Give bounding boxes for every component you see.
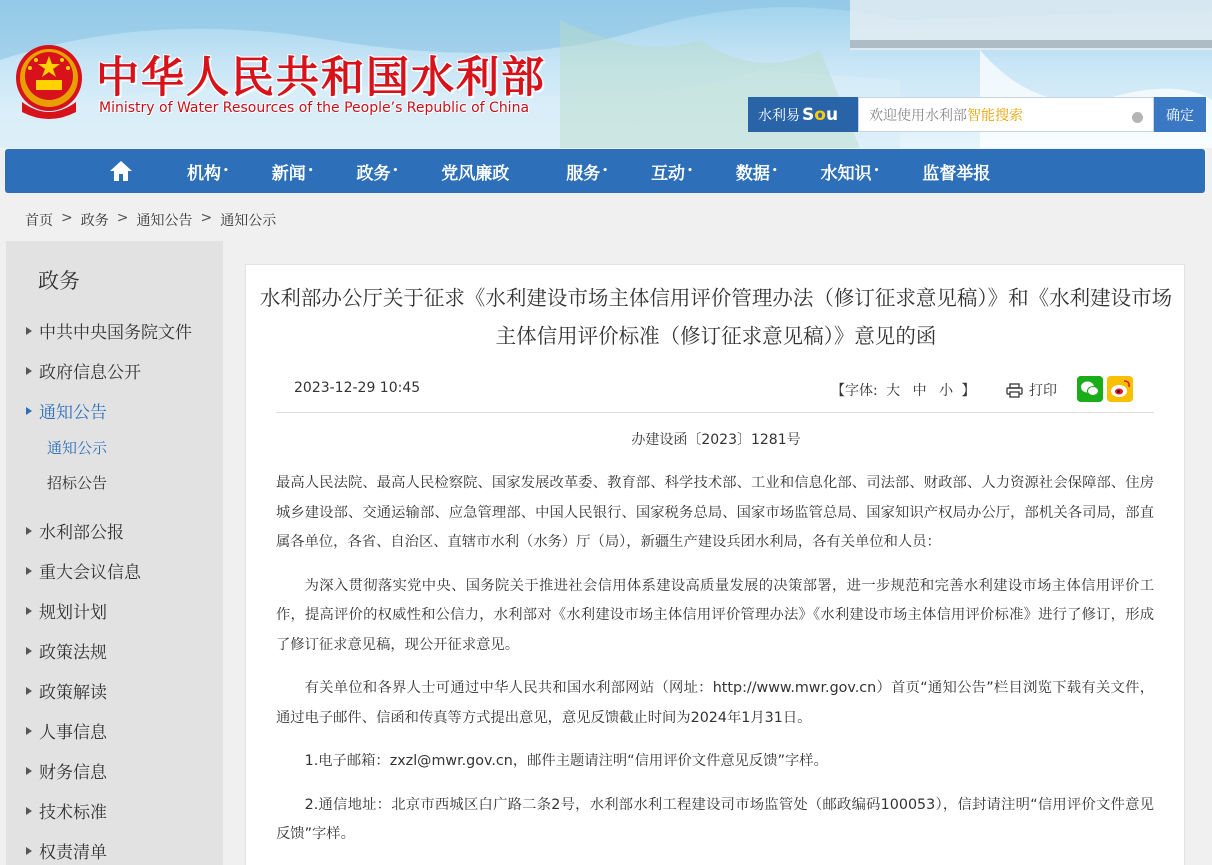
sidebar-item-label: 政府信息公开 <box>39 363 141 383</box>
sidebar-item-label: 规划计划 <box>39 603 107 623</box>
nav-item-hudong[interactable] <box>651 159 693 184</box>
dropdown-indicator-icon: • <box>602 165 609 176</box>
nav-item-fuwu[interactable] <box>566 159 608 184</box>
font-size-selector <box>831 380 976 400</box>
search-brand-sou <box>802 105 838 125</box>
sidebar-item[interactable] <box>26 358 141 383</box>
font-label: 【字体: <box>831 383 878 399</box>
brand-letter-o: o <box>814 104 826 125</box>
clear-icon[interactable] <box>1132 112 1143 123</box>
breadcrumb-separator: > <box>61 210 73 226</box>
caret-right-icon <box>26 847 32 855</box>
caret-right-icon <box>26 607 32 615</box>
nav-label: 互动 <box>651 163 686 184</box>
dropdown-indicator-icon: • <box>223 165 229 176</box>
site-header <box>0 0 1212 148</box>
sidebar-item-active[interactable] <box>26 398 107 423</box>
sidebar-item-label: 通知公告 <box>39 403 107 423</box>
nav-item-jiandu[interactable] <box>922 159 990 184</box>
site-title[interactable]: 中华人民共和国水利部 <box>96 53 546 103</box>
article-title: 水利部办公厅关于征求《水利建设市场主体信用评价管理办法（修订征求意见稿）》和《水利建设市场主体信用评价标准（修订征求意见稿）》意见的函 <box>259 286 1173 348</box>
home-icon <box>109 160 133 182</box>
dropdown-indicator-icon: • <box>771 165 778 176</box>
caret-right-icon <box>26 527 32 535</box>
sidebar-item-label: 政策解读 <box>39 683 107 703</box>
wechat-share-icon[interactable] <box>1077 376 1103 402</box>
nav-label: 服务 <box>566 163 601 184</box>
caret-right-icon <box>26 807 32 815</box>
article-paragraph: 2.通信地址：北京市西城区白广路二条2号，水利部水利工程建设司市场监管处（邮政编码100053），信封请注明“信用评价文件意见反馈”字样。 <box>276 796 1154 842</box>
search-placeholder-highlight: 智能搜索 <box>967 107 1023 124</box>
sidebar-item-label: 权责清单 <box>39 843 107 863</box>
breadcrumb-separator: > <box>116 210 129 226</box>
article-recipients: 最高人民法院、最高人民检察院、国家发展改革委、教育部、科学技术部、工业和信息化部、司法部、财政部、人力资源社会保障部、住房城乡建设部、交通运输部、应急管理部、中国人民银行、国家税务总局、国家市场监管总局、国家知识产权局办公厅，部机关各司局，部直属各单位，各省、自治区、直辖市水利（水务）厅（局），新疆生产建设兵团水利局，各有关单位和人员： <box>276 475 1154 550</box>
print-label: 打印 <box>1029 383 1057 399</box>
sidebar-item-label: 重大会议信息 <box>39 563 141 583</box>
article-paragraph: 为深入贯彻落实党中央、国务院关于推进社会信用体系建设高质量发展的决策部署，进一步规范和完善水利建设市场主体信用评价工作，提高评价的权威性和公信力，水利部对《水利建设市场主体信用评价管理办法》《水利建设市场主体信用评价标准》进行了修订，形成了修订征求意见稿，现公开征求意见。 <box>276 577 1154 653</box>
sidebar-item[interactable] <box>26 598 107 623</box>
search-placeholder-prefix: 欢迎使用水利部 <box>869 107 967 124</box>
sidebar-subitem-active[interactable]: 通知公示 <box>47 439 108 457</box>
nav-item-jigou[interactable] <box>187 159 229 184</box>
caret-right-icon <box>26 407 32 415</box>
sidebar <box>6 241 223 865</box>
breadcrumb-separator: > <box>200 210 213 226</box>
sidebar-item-label: 政策法规 <box>39 643 107 663</box>
nav-label: 机构 <box>187 163 221 184</box>
article <box>245 264 1185 865</box>
brand-letter-u: u <box>825 104 839 125</box>
sidebar-item[interactable] <box>26 758 107 783</box>
nav-item-zhengwu[interactable] <box>357 159 399 184</box>
nav-label: 新闻 <box>271 163 306 184</box>
sidebar-item[interactable] <box>26 798 107 823</box>
nav-item-xinwen[interactable] <box>272 159 314 184</box>
caret-right-icon <box>26 367 32 375</box>
font-size-large[interactable]: 大 <box>886 383 901 399</box>
sidebar-item[interactable] <box>26 318 192 343</box>
article-paragraph: 1.电子邮箱：zxzl@mwr.gov.cn，邮件主题请注明“信用评价文件意见反馈”字样。 <box>304 753 828 769</box>
nav-label: 党风廉政 <box>441 163 510 184</box>
breadcrumb-tongzhigongshi[interactable]: 通知公示 <box>220 213 277 229</box>
breadcrumb-tongzhigonggao[interactable]: 通知公告 <box>136 213 193 229</box>
search-brand-prefix: 水利易 <box>758 107 800 124</box>
nav-label: 水知识 <box>820 163 872 184</box>
sidebar-item[interactable] <box>26 558 141 583</box>
caret-right-icon <box>26 567 32 575</box>
nav-home[interactable] <box>93 160 149 182</box>
sidebar-item[interactable] <box>26 518 124 543</box>
dropdown-indicator-icon: • <box>873 165 880 176</box>
nav-label: 数据 <box>735 163 770 184</box>
sidebar-item[interactable] <box>26 638 107 663</box>
dropdown-indicator-icon: • <box>392 165 399 176</box>
font-close: 】 <box>961 383 976 399</box>
search-submit-button[interactable]: 确定 <box>1154 97 1206 132</box>
sidebar-item-label: 水利部公报 <box>39 523 124 543</box>
caret-right-icon <box>26 767 32 775</box>
caret-right-icon <box>26 687 32 695</box>
main-nav <box>5 149 1205 193</box>
weibo-share-icon[interactable] <box>1107 376 1133 402</box>
search-bar <box>748 97 1206 132</box>
caret-right-icon <box>26 727 32 735</box>
nav-item-dangfeng[interactable] <box>441 159 509 184</box>
caret-right-icon <box>26 647 32 655</box>
national-emblem-icon <box>12 42 86 120</box>
article-paragraph: 有关单位和各界人士可通过中华人民共和国水利部网站（网址：http://www.mwr.gov.cn）首页“通知公告”栏目浏览下载有关文件，通过电子邮件、信函和传真等方式提出意见，意见反馈截止时间为2024年1月31日。 <box>276 680 1154 726</box>
sidebar-title: 政务 <box>38 269 80 293</box>
dropdown-indicator-icon: • <box>307 165 314 176</box>
sidebar-item-label: 中共中央国务院文件 <box>39 323 192 343</box>
search-brand-logo <box>748 97 858 132</box>
nav-item-shuizhishi[interactable] <box>821 159 880 184</box>
article-meta-bar <box>276 373 1154 413</box>
brand-letter-s: S <box>802 104 815 125</box>
nav-label: 政务 <box>356 163 391 184</box>
font-size-small[interactable]: 小 <box>939 383 954 399</box>
nav-label: 监督举报 <box>922 163 991 184</box>
breadcrumb <box>25 210 276 230</box>
sidebar-item[interactable] <box>26 838 107 863</box>
sidebar-item[interactable] <box>26 718 107 743</box>
dropdown-indicator-icon: • <box>687 165 693 176</box>
font-size-medium[interactable]: 中 <box>912 383 927 399</box>
sidebar-item[interactable] <box>26 678 107 703</box>
sidebar-subitem[interactable]: 招标公告 <box>47 474 108 492</box>
site-subtitle: Ministry of Water Resources of the People’s Republic of China <box>99 100 530 116</box>
breadcrumb-zhengwu[interactable]: 政务 <box>80 213 109 229</box>
print-button[interactable] <box>1006 380 1057 400</box>
document-number: 办建设函〔2023〕1281号 <box>631 432 801 448</box>
sidebar-item-label: 技术标准 <box>39 803 107 823</box>
sidebar-item-label: 财务信息 <box>39 763 107 783</box>
sidebar-item-label: 人事信息 <box>39 723 107 743</box>
nav-item-shuju[interactable] <box>736 159 778 184</box>
article-body <box>276 469 1154 864</box>
caret-right-icon <box>26 327 32 335</box>
search-input[interactable] <box>858 97 1154 132</box>
breadcrumb-home[interactable]: 首页 <box>25 213 53 229</box>
publish-date: 2023-12-29 10:45 <box>294 380 421 396</box>
printer-icon <box>1006 383 1023 398</box>
